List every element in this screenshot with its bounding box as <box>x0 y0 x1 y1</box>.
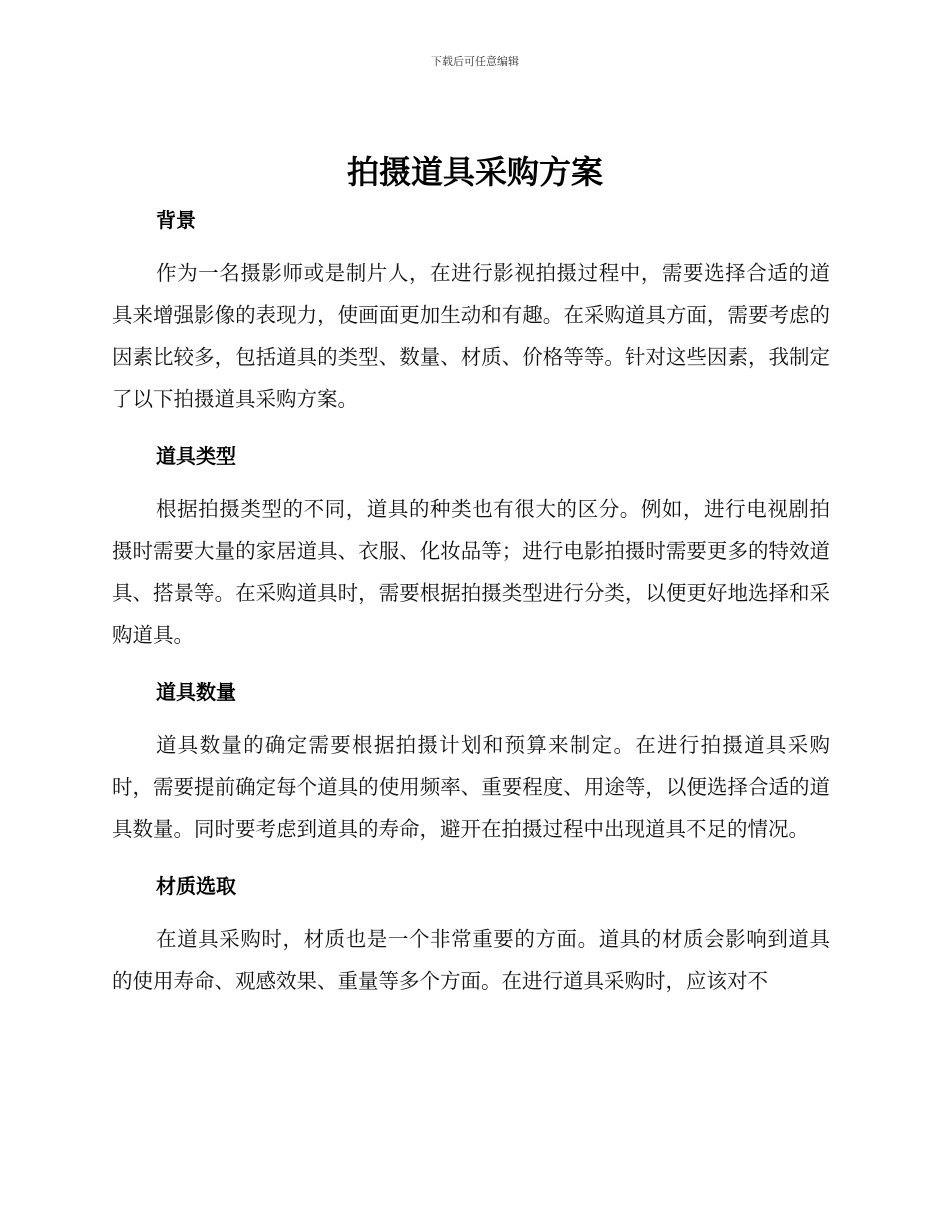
section-heading: 道具类型 <box>156 444 236 468</box>
section-heading: 材质选取 <box>156 874 236 898</box>
document-content <box>112 202 830 1020</box>
section-material-selection <box>112 868 830 1002</box>
section-heading: 道具数量 <box>156 680 236 704</box>
section-paragraph: 在道具采购时，材质也是一个非常重要的方面。道具的材质会影响到道具的使用寿命、观感效果、重量等多个方面。在进行道具采购时，应该对不 <box>112 927 830 993</box>
section-paragraph: 作为一名摄影师或是制片人，在进行影视拍摄过程中，需要选择合适的道具来增强影像的表现力，使画面更加生动和有趣。在采购道具方面，需要考虑的因素比较多，包括道具的类型、数量、材质、价格等等。针对这些因素，我制定了以下拍摄道具采购方案。 <box>112 261 830 411</box>
section-prop-types <box>112 438 830 656</box>
section-prop-quantity <box>112 674 830 850</box>
header-note: 下载后可任意编辑 <box>431 55 519 68</box>
section-background <box>112 202 830 420</box>
section-paragraph: 根据拍摄类型的不同，道具的种类也有很大的区分。例如，进行电视剧拍摄时需要大量的家居道具、衣服、化妆品等；进行电影拍摄时需要更多的特效道具、搭景等。在采购道具时，需要根据拍摄类型进行分类，以便更好地选择和采购道具。 <box>112 497 830 647</box>
document-title: 拍摄道具采购方案 <box>346 153 603 191</box>
section-heading: 背景 <box>156 208 196 232</box>
section-paragraph: 道具数量的确定需要根据拍摄计划和预算来制定。在进行拍摄道具采购时，需要提前确定每个道具的使用频率、重要程度、用途等，以便选择合适的道具数量。同时要考虑到道具的寿命，避开在拍摄过程中出现道具不足的情况。 <box>112 733 830 841</box>
